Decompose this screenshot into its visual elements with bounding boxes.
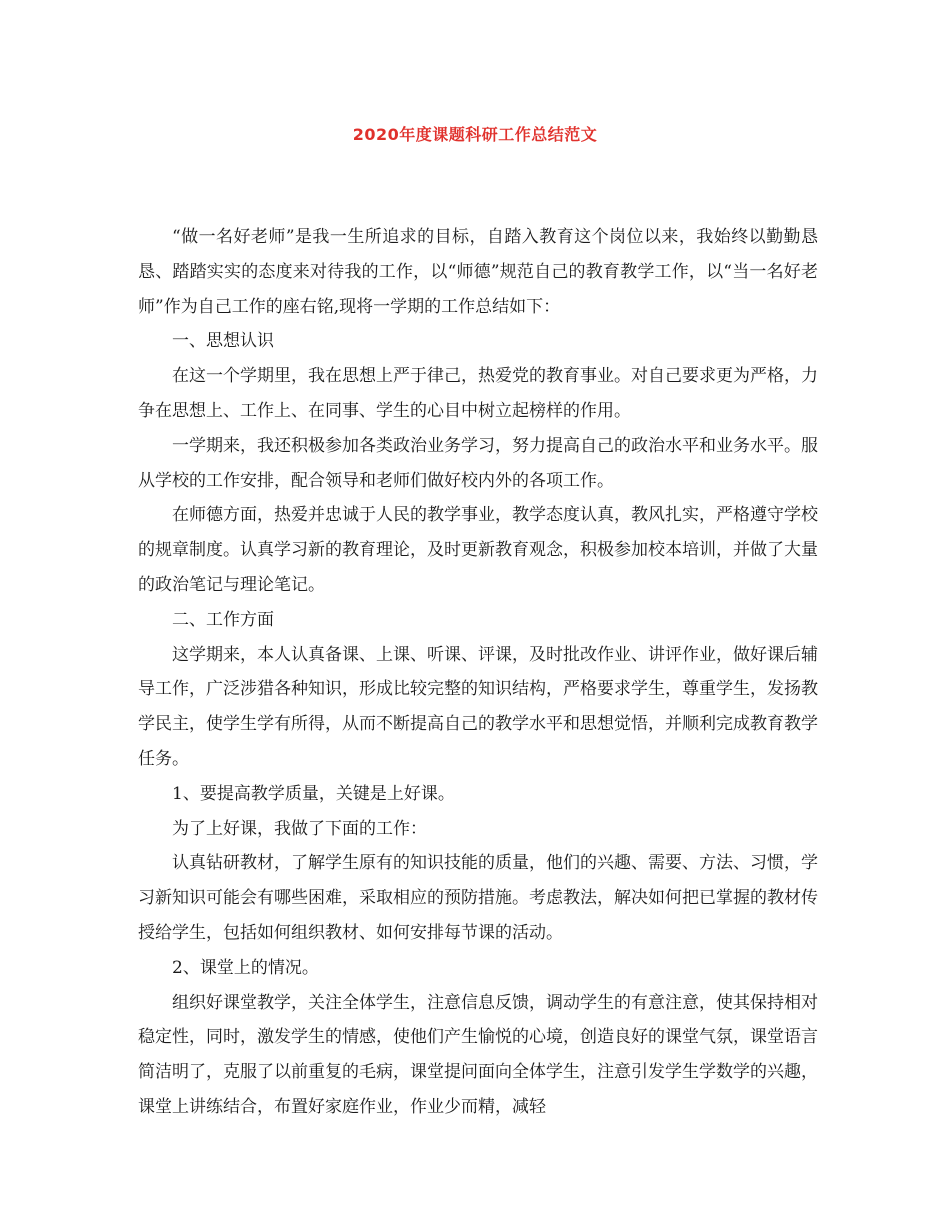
- subsection-heading: 1、要提高教学质量，关键是上好课。: [172, 783, 455, 804]
- body-paragraph: 在这一个学期里，我在思想上严于律己，热爱党的教育事业。对自己要求更为严格，力争在思想上、工作上、在同事、学生的心目中树立起榜样的作用。: [138, 366, 818, 421]
- document-title: 2020年度课题科研工作总结范文: [352, 125, 598, 144]
- body-paragraph: 为了上好课，我做了下面的工作：: [172, 818, 427, 839]
- body-paragraph: 一学期来，我还积极参加各类政治业务学习，努力提高自己的政治水平和业务水平。服从学校的工作安排，配合领导和老师们做好校内外的各项工作。: [138, 435, 818, 491]
- body-paragraph: 在师德方面，热爱并忠诚于人民的教学事业，教学态度认真，教风扎实，严格遵守学校的规章制度。认真学习新的教育理论，及时更新教育观念，积极参加校本培训，并做了大量的政治笔记与理论笔记。: [138, 505, 818, 595]
- subsection-heading: 2、课堂上的情况。: [172, 957, 319, 978]
- body-paragraph: 组织好课堂教学，关注全体学生，注意信息反馈，调动学生的有意注意，使其保持相对稳定性，同时，激发学生的情感，使他们产生愉悦的心境，创造良好的课堂气氛，课堂语言简洁明了，克服了以前重复的毛病，课堂提问面向全体学生，注意引发学生学数学的兴趣，课堂上讲练结合，布置好家庭作业，作业少而精，减轻: [138, 992, 818, 1117]
- body-paragraph: “做一名好老师”是我一生所追求的目标，自踏入教育这个岗位以来，我始终以勤勤恳恳、踏踏实实的态度来对待我的工作，以“师德”规范自己的教育教学工作，以“当一名好老师”作为自己工作的座右铭,现将一学期的工作总结如下：: [138, 227, 818, 317]
- document-body: [138, 220, 818, 1125]
- section-heading: 二、工作方面: [172, 609, 274, 630]
- body-paragraph: 认真钻研教材，了解学生原有的知识技能的质量，他们的兴趣、需要、方法、习惯，学习新知识可能会有哪些困难，采取相应的预防措施。考虑教法，解决如何把已掌握的教材传授给学生，包括如何组织教材、如何安排每节课的活动。: [138, 853, 818, 943]
- section-heading: 一、思想认识: [172, 331, 274, 352]
- body-paragraph: 这学期来，本人认真备课、上课、听课、评课，及时批改作业、讲评作业，做好课后辅导工作，广泛涉猎各种知识，形成比较完整的知识结构，严格要求学生，尊重学生，发扬教学民主，使学生学有所得，从而不断提高自己的教学水平和思想觉悟，并顺利完成教育教学任务。: [138, 644, 818, 769]
